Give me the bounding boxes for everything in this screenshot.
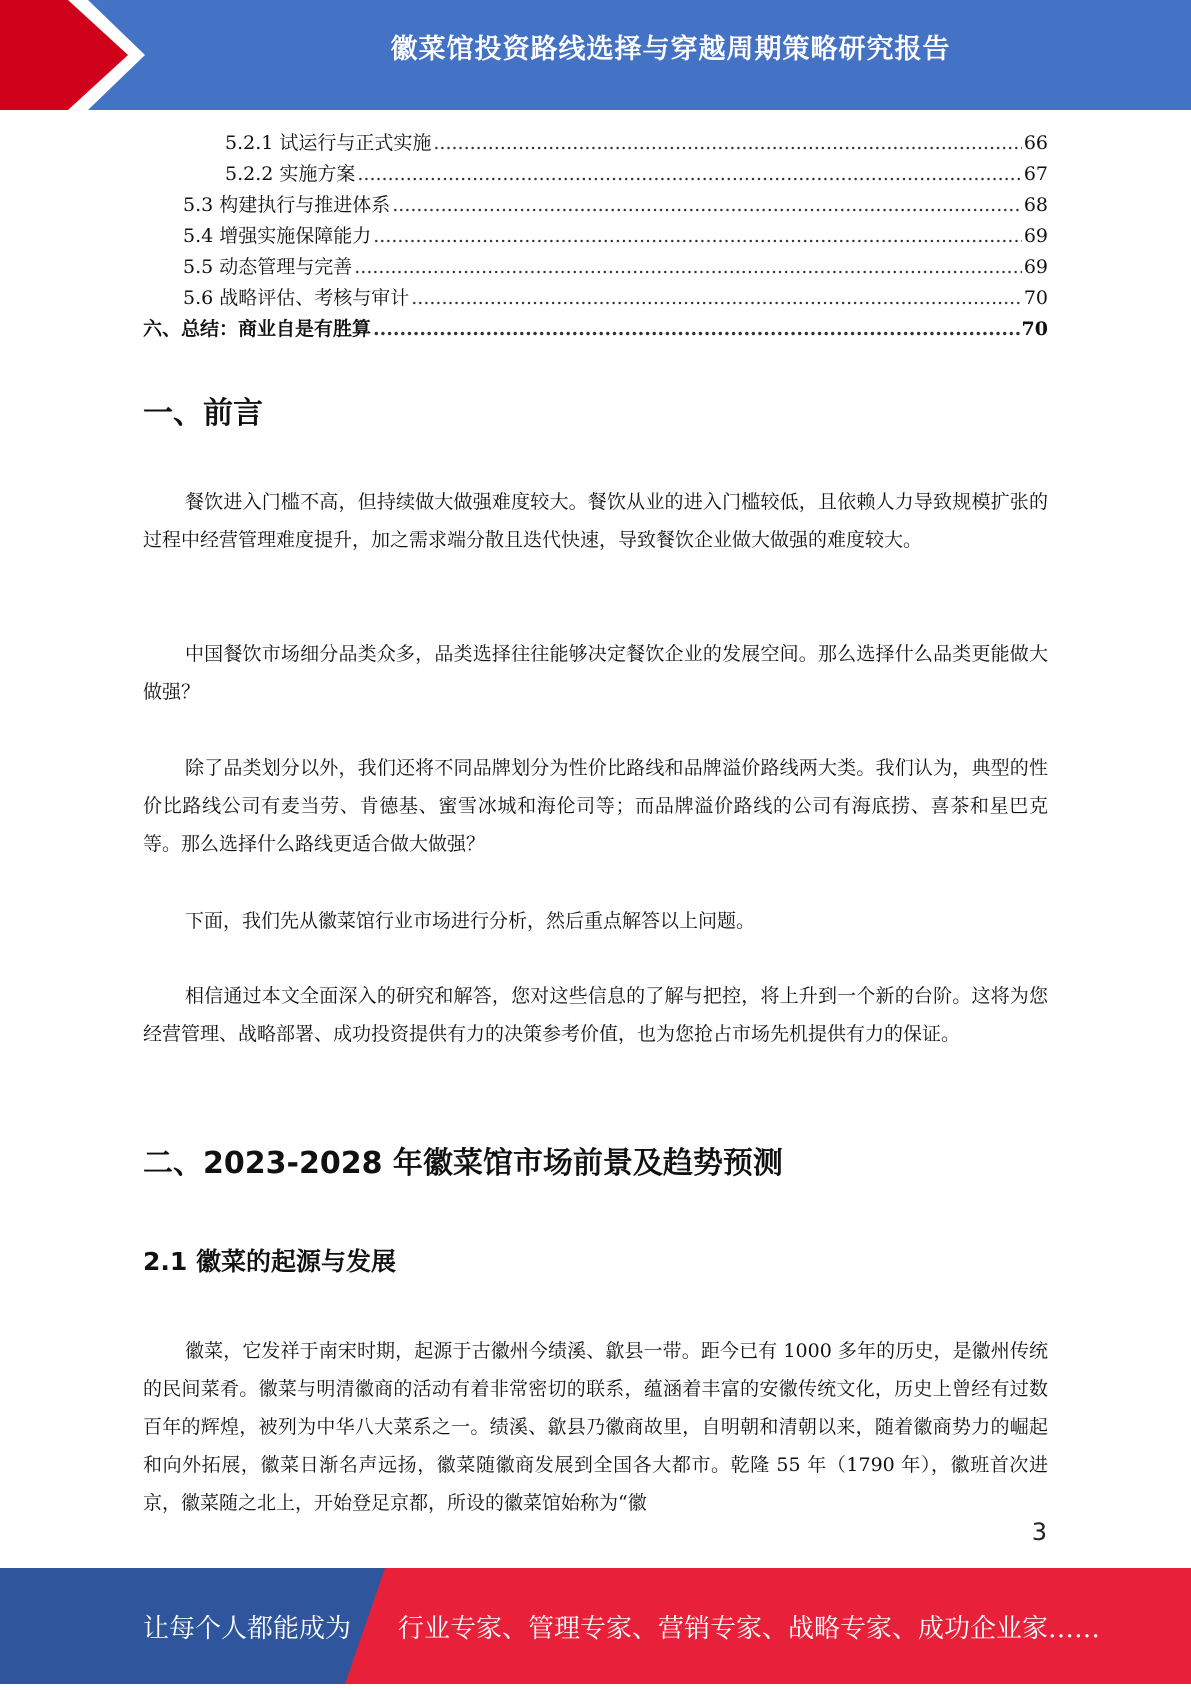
- toc-entry-label: 5.4 增强实施保障能力: [183, 225, 372, 247]
- toc-entry-page: 67: [1023, 163, 1048, 185]
- header-red-chevron: [0, 0, 150, 110]
- toc-entry-page: 69: [1023, 256, 1048, 278]
- toc-dot-leader: [357, 159, 1021, 190]
- toc-entry-page: 69: [1023, 225, 1048, 247]
- toc-entry-page: 68: [1023, 194, 1048, 216]
- toc-entry[interactable]: [143, 128, 1048, 159]
- toc-entry[interactable]: [143, 252, 1048, 283]
- toc-entry[interactable]: [143, 221, 1048, 252]
- toc-entry-label: 六、总结：商业自是有胜算: [143, 318, 372, 340]
- section-heading-preface: 一、前言: [143, 396, 263, 431]
- toc-entry-page: 70: [1021, 318, 1048, 340]
- toc-entry[interactable]: [143, 190, 1048, 221]
- toc-entry-label: 5.5 动态管理与完善: [183, 256, 353, 278]
- toc-entry-label: 5.2.2 实施方案: [225, 163, 356, 185]
- header-banner: [0, 0, 1191, 110]
- toc-entry[interactable]: [143, 283, 1048, 314]
- toc-entry-page: 66: [1023, 132, 1048, 154]
- paragraph: 中国餐饮市场细分品类众多，品类选择往往能够决定餐饮企业的发展空间。那么选择什么品类更能做大做强？: [143, 643, 1048, 703]
- paragraph: 下面，我们先从徽菜馆行业市场进行分析，然后重点解答以上问题。: [185, 910, 756, 932]
- footer-slogan-right: 行业专家、管理专家、营销专家、战略专家、成功企业家……: [398, 1614, 1101, 1644]
- toc-entry[interactable]: [143, 159, 1048, 190]
- page-number: 3: [1031, 1518, 1047, 1546]
- toc-dot-leader: [392, 190, 1022, 221]
- paragraph: 徽菜，它发祥于南宋时期，起源于古徽州今绩溪、歙县一带。距今已有 1000 多年的历史，是徽州传统的民间菜肴。徽菜与明清徽商的活动有着非常密切的联系，蕴涵着丰富的安徽传统文化，历史上曾经有过数百年的辉煌，被列为中华八大菜系之一。绩溪、歙县乃徽商故里，自明朝和清朝以来，随着徽商势力的崛起和向外拓展，徽菜日渐名声远扬，徽菜随徽商发展到全国各大都市。乾隆 55 年（1790 年），徽班首次进京，徽菜随之北上，开始登足京都，所设的徽菜馆始称为“徽: [143, 1340, 1048, 1514]
- toc-dot-leader: [433, 128, 1021, 159]
- toc-dot-leader: [354, 252, 1022, 283]
- subsection-heading-origin: 2.1 徽菜的起源与发展: [143, 1247, 396, 1276]
- toc-dot-leader: [411, 283, 1022, 314]
- header-title: 徽菜馆投资路线选择与穿越周期策略研究报告: [390, 34, 951, 65]
- toc-entry-label: 5.2.1 试运行与正式实施: [225, 132, 432, 154]
- table-of-contents: [143, 128, 1048, 345]
- footer-banner: [0, 1568, 1191, 1684]
- toc-entry-page: 70: [1023, 287, 1048, 309]
- paragraph: 餐饮进入门槛不高，但持续做大做强难度较大。餐饮从业的进入门槛较低，且依赖人力导致规模扩张的过程中经营管理难度提升，加之需求端分散且迭代快速，导致餐饮企业做大做强的难度较大。: [143, 491, 1048, 551]
- toc-dot-leader: [373, 221, 1022, 252]
- paragraph: 除了品类划分以外，我们还将不同品牌划分为性价比路线和品牌溢价路线两大类。我们认为，典型的性价比路线公司有麦当劳、肯德基、蜜雪冰城和海伦司等；而品牌溢价路线的公司有海底捞、喜茶和星巴克等。那么选择什么路线更适合做大做强？: [143, 757, 1048, 855]
- footer-slogan-left: 让每个人都能成为: [143, 1614, 352, 1644]
- toc-entry-label: 5.3 构建执行与推进体系: [183, 194, 391, 216]
- toc-dot-leader: [373, 314, 1020, 345]
- toc-entry-label: 5.6 战略评估、考核与审计: [183, 287, 410, 309]
- section-heading-market-outlook: 二、2023-2028 年徽菜馆市场前景及趋势预测: [143, 1146, 783, 1181]
- toc-entry[interactable]: [143, 314, 1048, 345]
- paragraph: 相信通过本文全面深入的研究和解答，您对这些信息的了解与把控，将上升到一个新的台阶。这将为您经营管理、战略部署、成功投资提供有力的决策参考价值，也为您抢占市场先机提供有力的保证。: [143, 985, 1048, 1045]
